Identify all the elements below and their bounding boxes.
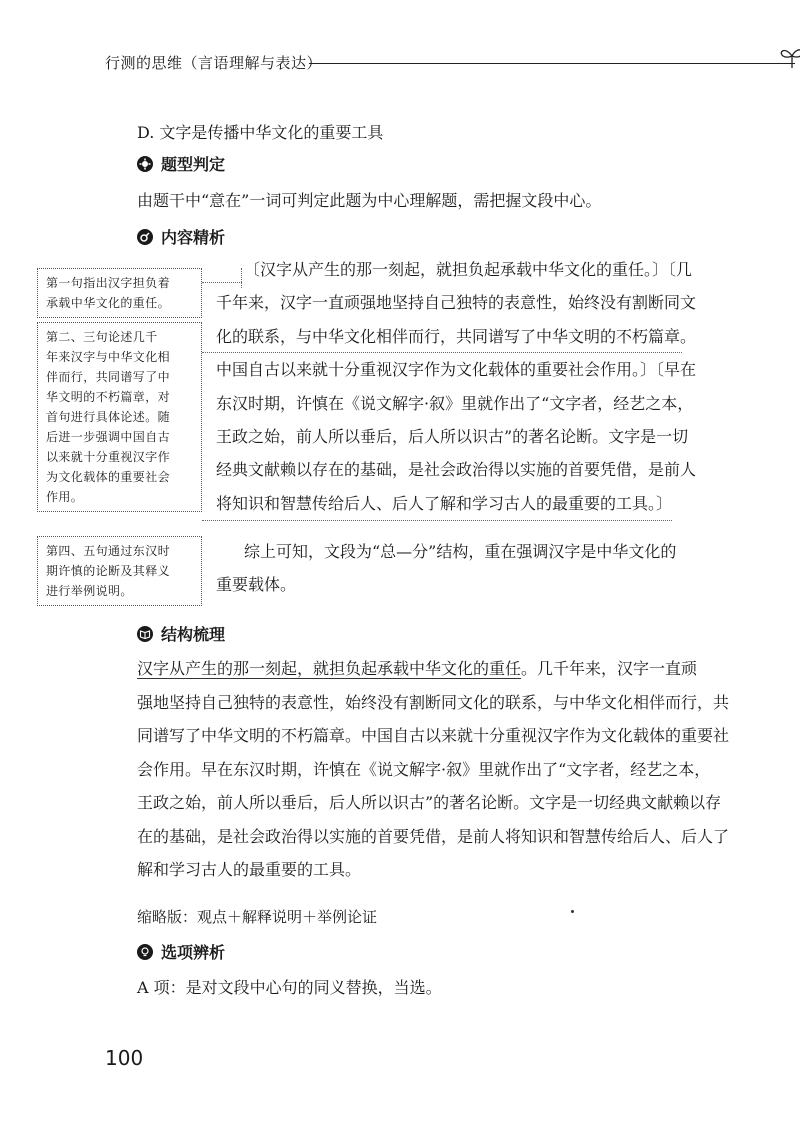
- header-title: 行测的思维（言语理解与表达）: [105, 54, 323, 72]
- note-line: 进行举例说明。: [46, 584, 133, 598]
- note-line: 期许慎的论断及其释义: [46, 564, 171, 578]
- note-line: 首句进行具体论述。随: [46, 410, 171, 424]
- note-line: 华文明的不朽篇章，对: [46, 390, 171, 404]
- structure-line: 在的基础，是社会政治得以实施的首要凭借，是前人将知识和智慧传给后人、后人了: [137, 827, 730, 846]
- note-line: 承载中华文化的重任。: [46, 296, 171, 310]
- analysis-line: 王政之始，前人所以垂后，后人所以识古”的著名论断。文字是一切: [216, 427, 689, 446]
- structure-line: [137, 653, 697, 684]
- note-connector: [202, 282, 242, 283]
- structure-line: 王政之始，前人所以垂后，后人所以识古”的著名论断。文字是一切经典文献赖以存: [137, 793, 722, 812]
- page-header: [105, 50, 705, 76]
- note-connector: [241, 268, 242, 288]
- header-rule: [309, 63, 795, 64]
- side-note-2: [37, 322, 202, 512]
- note-line: 以来就十分重视汉字作: [46, 450, 171, 464]
- note-line: 第一句指出汉字担负着: [46, 276, 171, 290]
- lightbulb-icon: [137, 944, 153, 960]
- tixing-text: 由题干中“意在”一词可判定此题为中心理解题，需把握文段中心。: [137, 191, 602, 210]
- side-note-3: [37, 536, 202, 606]
- short-version: 缩略版：观点＋解释说明＋举例论证: [137, 908, 378, 926]
- side-note-1: [37, 268, 202, 318]
- note-line: 为文化载体的重要社会: [46, 470, 171, 484]
- section-title: 选项辨析: [161, 943, 226, 962]
- option-a: A 项：是对文段中心句的同义替换，当选。: [137, 978, 442, 997]
- section-title: 结构梳理: [161, 625, 226, 644]
- section-heading-jiegou: [137, 622, 225, 645]
- summary-line: 综上可知，文段为“总—分”结构，重在强调汉字是中华文化的: [244, 542, 677, 561]
- analysis-line: 经典文献赖以存在的基础，是社会政治得以实施的首要凭借，是前人: [216, 460, 697, 479]
- center-sentence: 汉字从产生的那一刻起，就担负起承载中华文化的重任: [137, 659, 522, 678]
- analysis-line: 化的联系，与中华文化相伴而行，共同谱写了中华文明的不朽篇章。: [216, 327, 697, 346]
- section-heading-xuanxiang: [137, 940, 225, 963]
- section-heading-neirong: [137, 225, 225, 248]
- structure-line: 强地坚持自己独特的表意性，始终没有割断同文化的联系，与中华文化相伴而行，共: [137, 693, 730, 712]
- note-connector: [202, 520, 672, 521]
- note-line: 后进一步强调中国自古: [46, 430, 171, 444]
- analysis-line: 中国自古以来就十分重视汉字作为文化载体的重要社会作用。〕〔早在: [216, 360, 697, 379]
- page-number: 100: [105, 1046, 144, 1070]
- note-line: 第四、五句通过东汉时: [46, 544, 171, 558]
- analysis-line: 千年来，汉字一直顽强地坚持自己独特的表意性，始终没有割断同文: [216, 293, 697, 312]
- note-connector: [202, 352, 682, 353]
- option-d: D. 文字是传播中华文化的重要工具: [137, 123, 384, 142]
- gear-icon: [137, 156, 153, 172]
- analysis-line: 〔汉字从产生的那一刻起，就担负起承载中华文化的重任。〕〔几: [244, 260, 693, 279]
- structure-line-rest: 。几千年来，汉字一直顽: [521, 659, 698, 678]
- structure-line: 同谱写了中华文明的不朽篇章。中国自古以来就十分重视汉字作为文化载体的重要社: [137, 726, 730, 745]
- section-heading-tixing: [137, 152, 225, 175]
- structure-line: 会作用。早在东汉时期，许慎在《说文解字·叙》里就作出了“文字者，经艺之本，: [137, 760, 711, 779]
- note-line: 年来汉字与中华文化相: [46, 350, 171, 364]
- stray-dot: [571, 910, 574, 913]
- magnifier-icon: [137, 229, 153, 245]
- analysis-line: 东汉时期，许慎在《说文解字·叙》里就作出了“文字者，经艺之本，: [216, 394, 694, 413]
- sprout-icon: [777, 44, 800, 70]
- structure-line: 解和学习古人的最重要的工具。: [137, 860, 362, 879]
- note-line: 第二、三句论述几千: [46, 330, 158, 344]
- section-title: 内容精析: [161, 228, 226, 247]
- section-title: 题型判定: [161, 155, 226, 174]
- analysis-line: 将知识和智慧传给后人、后人了解和学习古人的最重要的工具。〕: [216, 494, 673, 513]
- summary-line: 重要载体。: [216, 575, 297, 594]
- note-line: 作用。: [46, 490, 84, 504]
- note-line: 伴而行，共同谱写了中: [46, 370, 171, 384]
- book-icon: [137, 626, 153, 642]
